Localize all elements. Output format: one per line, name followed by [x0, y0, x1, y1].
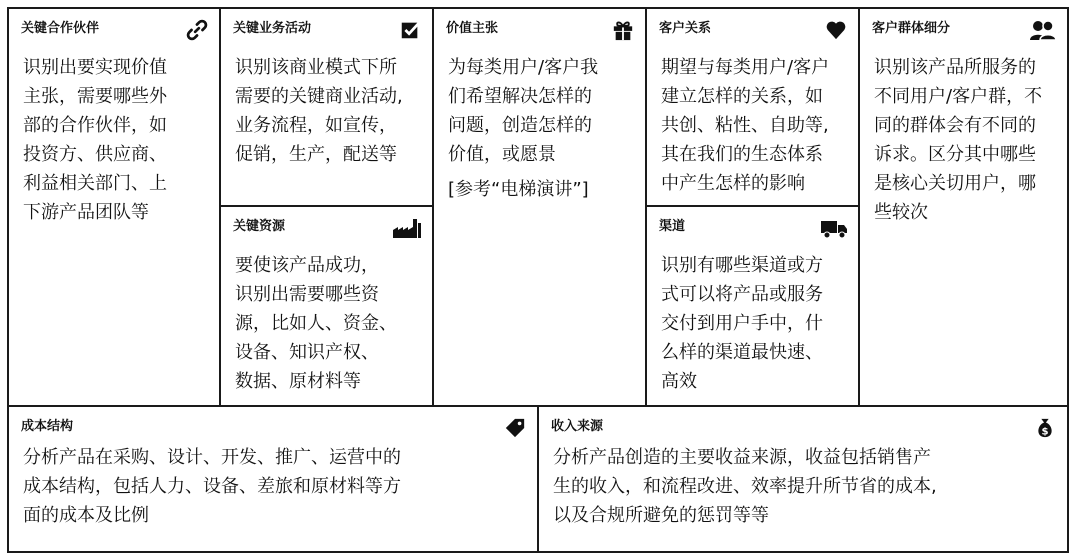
key-partners-title: 关键合作伙伴	[21, 21, 100, 36]
text-line: 分析产品在采购、设计、开发、推广、运营中的	[23, 447, 401, 468]
text-line: 期望与每类用户/客户	[661, 57, 830, 78]
customer-segments-text	[874, 53, 1057, 227]
truck-icon	[820, 217, 848, 239]
text-line: 设备、知识产权、	[235, 342, 379, 363]
cost-structure-title: 成本结构	[21, 419, 74, 434]
text-line: 识别有哪些渠道或方	[661, 255, 823, 276]
link-icon	[185, 19, 209, 41]
text-line: 分析产品创造的主要收益来源，收益包括销售产	[553, 447, 931, 468]
text-line: 么样的渠道最快速、	[661, 342, 823, 363]
text-line: 些较次	[874, 202, 928, 223]
text-line: 诉求。区分其中哪些	[874, 144, 1036, 165]
text-line: 要使该产品成功，	[235, 255, 379, 276]
value-propositions-note: [参考“电梯演讲”]	[448, 179, 589, 200]
factory-icon	[392, 217, 422, 239]
heart-icon	[824, 19, 848, 41]
text-line: 其在我们的生态体系	[661, 144, 823, 165]
value-propositions-text	[448, 53, 635, 204]
text-line: 中产生怎样的影响	[661, 173, 805, 194]
key-activities-text	[235, 53, 422, 169]
tag-icon	[503, 417, 527, 439]
revenue-streams-text	[553, 443, 1057, 530]
text-line: 主张，需要哪些外	[23, 86, 167, 107]
svg-text:$: $	[1041, 426, 1049, 438]
text-line: 生的收入，和流程改进、效率提升所节省的成本,	[553, 476, 937, 497]
text-line: 们希望解决怎样的	[448, 86, 592, 107]
customer-relationships-text	[661, 53, 848, 198]
text-line: 业务流程，如宣传，	[235, 115, 397, 136]
value-propositions-block	[434, 9, 645, 405]
text-line: 识别该商业模式下所	[235, 57, 397, 78]
text-line: 数据、原材料等	[235, 371, 361, 392]
value-propositions-title: 价值主张	[446, 21, 499, 36]
checkbox-icon	[398, 19, 422, 41]
key-activities-title: 关键业务活动	[233, 21, 312, 36]
key-resources-text	[235, 251, 422, 396]
text-line: 价值，或愿景	[448, 144, 556, 165]
users-icon	[1029, 19, 1057, 41]
text-line: 下游产品团队等	[23, 202, 149, 223]
text-line: 部的合作伙伴，如	[23, 115, 167, 136]
text-line: 是核心关切用户，哪	[874, 173, 1036, 194]
text-line: 同的群体会有不同的	[874, 115, 1036, 136]
money-bag-icon	[1033, 417, 1057, 439]
gift-icon	[611, 19, 635, 41]
text-line: 问题，创造怎样的	[448, 115, 592, 136]
text-line: 以及合规所避免的惩罚等等	[553, 505, 769, 526]
revenue-streams-block	[539, 407, 1067, 551]
key-resources-block	[221, 207, 432, 405]
text-line: 需要的关键商业活动,	[235, 86, 403, 107]
text-line: 源，比如人、资金、	[235, 313, 397, 334]
text-line: 不同用户/客户群，不	[874, 86, 1043, 107]
text-line: 识别该产品所服务的	[874, 57, 1036, 78]
text-line: 成本结构，包括人力、设备、差旅和原材料等方	[23, 476, 401, 497]
cost-structure-block	[9, 407, 537, 551]
key-resources-title: 关键资源	[233, 219, 286, 234]
text-line: 为每类用户/客户我	[448, 57, 599, 78]
channels-block	[647, 207, 858, 405]
text-line: 建立怎样的关系，如	[661, 86, 823, 107]
business-model-canvas	[7, 7, 1069, 553]
key-partners-text	[23, 53, 209, 227]
customer-segments-block	[860, 9, 1067, 405]
text-line: 利益相关部门、上	[23, 173, 167, 194]
text-line: 交付到用户手中，什	[661, 313, 823, 334]
text-line: 高效	[661, 371, 697, 392]
key-activities-block	[221, 9, 432, 205]
text-line: 促销，生产，配送等	[235, 144, 397, 165]
text-line: 共创、粘性、自助等,	[661, 115, 829, 136]
text-line: 识别出要实现价值	[23, 57, 167, 78]
key-partners-block	[9, 9, 219, 405]
customer-segments-title: 客户群体细分	[872, 21, 951, 36]
text-line: 投资方、供应商、	[23, 144, 167, 165]
customer-relationships-title: 客户关系	[659, 21, 712, 36]
revenue-streams-title: 收入来源	[551, 419, 604, 434]
text-line: 式可以将产品或服务	[661, 284, 823, 305]
text-line: 面的成本及比例	[23, 505, 149, 526]
text-line: 识别出需要哪些资	[235, 284, 379, 305]
channels-title: 渠道	[659, 219, 686, 234]
channels-text	[661, 251, 848, 396]
cost-structure-text	[23, 443, 527, 530]
customer-relationships-block	[647, 9, 858, 205]
